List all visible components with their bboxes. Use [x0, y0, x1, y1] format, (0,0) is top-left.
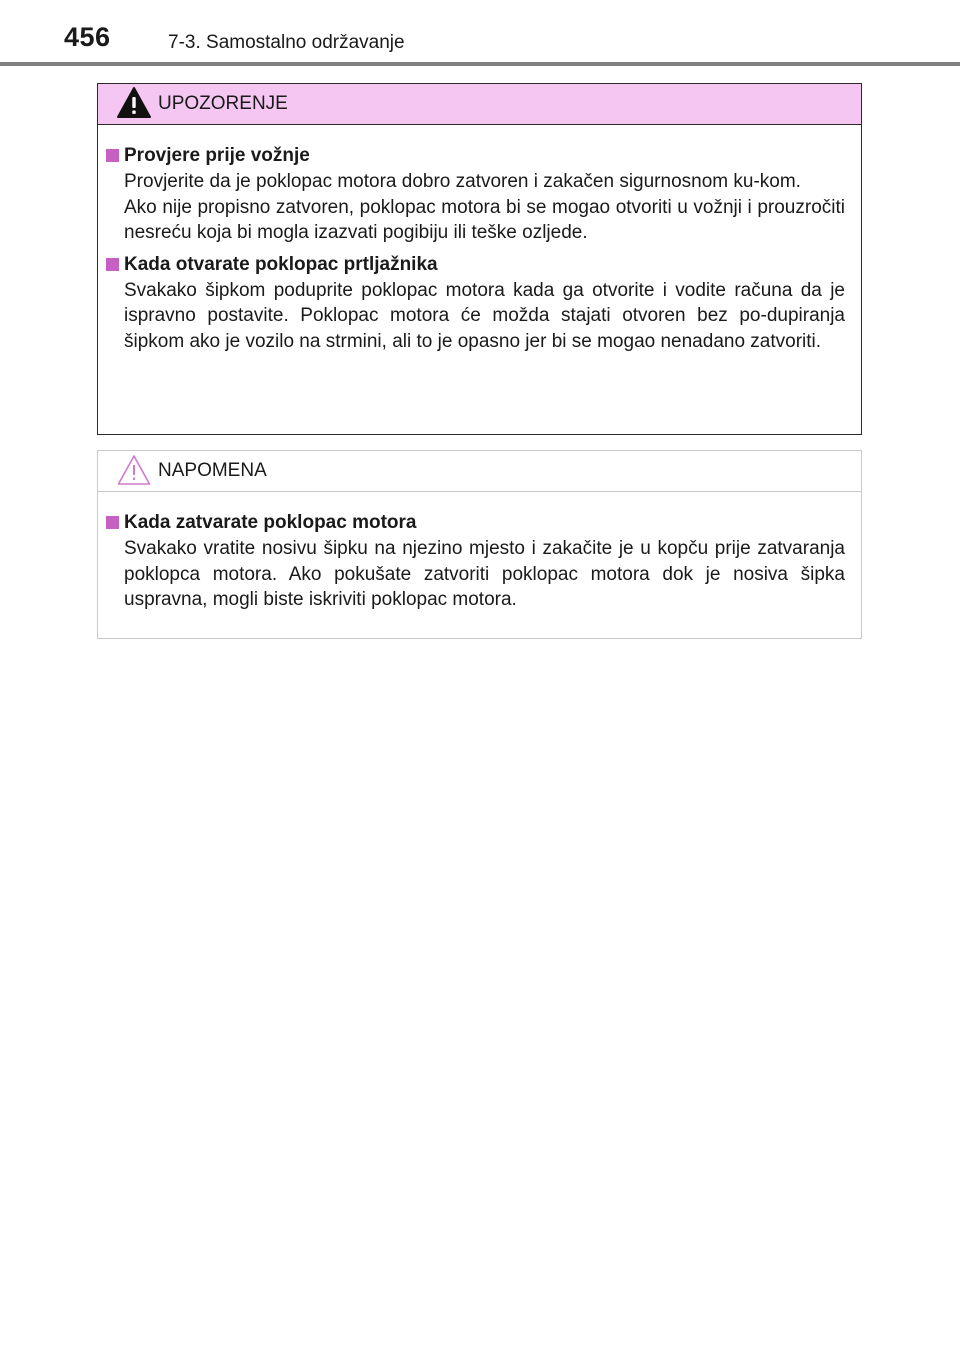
warning-item-text [106, 169, 845, 246]
square-bullet-icon [106, 149, 119, 162]
warning-box-body [98, 125, 861, 354]
square-bullet-icon [106, 258, 119, 271]
warning-item [106, 143, 845, 246]
note-box-body [98, 492, 861, 613]
warning-box-title: UPOZORENJE [158, 93, 288, 114]
warning-item-text [106, 278, 845, 355]
note-box [97, 450, 862, 639]
paragraph: Provjerite da je poklopac motora dobro zatvoren i zakačen sigurnosnom ku-kom. [124, 171, 801, 192]
paragraph: Svakako vratite nosivu šipku na njezino mjesto i zakačite je u kopču prije zatvaranja poklopca motora. Ako pokušate zatvoriti poklopac motora dok je nosiva šipka uspravna, mogli biste iskriviti poklopac motora. [124, 538, 845, 610]
note-box-header [98, 451, 861, 492]
paragraph: Svakako šipkom poduprite poklopac motora kada ga otvorite i vodite računa da je ispravno postavite. Poklopac motora će možda stajati otvoren bez po-dupiranja šipkom ako je vozilo na strmini, ali to je opasno jer bi se mogao nenadano zatvoriti. [124, 279, 845, 352]
warning-item-title: Provjere prije vožnje [106, 143, 845, 169]
paragraph: Ako nije propisno zatvoren, poklopac motora bi se mogao otvoriti u vožnji i prouzročiti nesreću koja bi mogla izazvati pogibiju ili teške ozljede. [124, 196, 845, 243]
header-rule [0, 62, 960, 66]
note-item-title: Kada zatvarate poklopac motora [106, 510, 845, 536]
note-box-title: NAPOMENA [158, 460, 267, 481]
warning-item-title: Kada otvarate poklopac prtljažnika [106, 252, 845, 278]
page-number: 456 [64, 22, 111, 52]
note-item-text [106, 536, 845, 613]
warning-item [106, 252, 845, 355]
caution-outline-triangle-icon [116, 453, 152, 486]
warning-triangle-icon [116, 86, 152, 119]
square-bullet-icon [106, 516, 119, 529]
section-title: 7-3. Samostalno održavanje [168, 32, 405, 53]
note-item [106, 510, 845, 613]
page-header [0, 0, 960, 64]
warning-box-header [98, 84, 861, 125]
warning-box [97, 83, 862, 435]
